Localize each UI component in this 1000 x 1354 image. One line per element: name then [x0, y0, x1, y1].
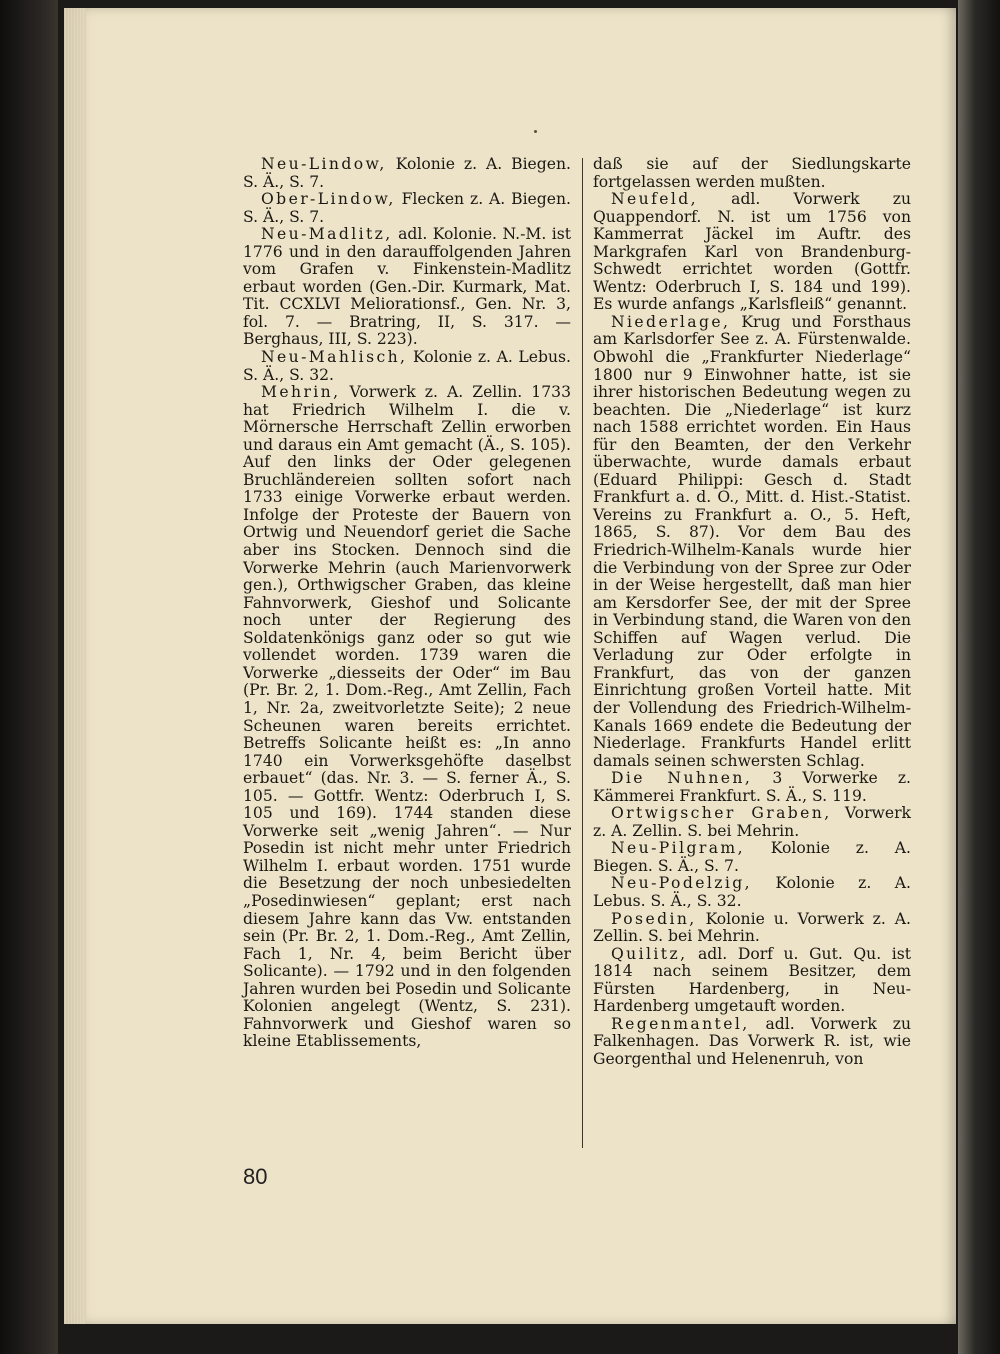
entry-headword: Mehrin,	[261, 383, 341, 402]
entry-paragraph	[593, 875, 911, 910]
entry-paragraph	[243, 384, 571, 1051]
entry-headword: Quilitz,	[611, 944, 688, 963]
entry-headword: Die Nuhnen,	[611, 769, 753, 788]
entry-paragraph	[593, 911, 911, 946]
entry-paragraph	[593, 314, 911, 770]
book-cover-right	[958, 0, 1000, 1354]
entry-headword: Neu-Pilgram,	[611, 839, 745, 858]
entry-text: 3 Vorwerke z. Kämmerei Frankfurt. S. Ä., S. 119.	[593, 769, 912, 805]
page-number: 80	[243, 1164, 268, 1189]
entry-text: adl. Dorf u. Gut. Qu. ist 1814 nach seinem Besitzer, dem Fürsten Hardenberg, in Neu-Hardenberg umgetauft worden.	[593, 944, 911, 1016]
entry-headword: Niederlage,	[611, 312, 731, 331]
entry-paragraph	[593, 1016, 911, 1069]
page-stack-edge	[64, 8, 86, 1324]
entry-text: adl. Vorwerk zu Falkenhagen. Das Vorwerk R. ist, wie Georgenthal und Helenenruh, von	[593, 1014, 911, 1068]
entry-paragraph	[243, 156, 571, 191]
entry-text: adl. Vorwerk zu Quappendorf. N. ist um 1756 von Kammerrat Jäckel im Auftr. des Markgrafen Karl von Brandenburg-Schwedt errichtet worden (Gottfr. Wentz: Oderbruch I, S. 184 und 199). Es wurde anfangs „Karlsfleiß“ genannt.	[593, 190, 911, 314]
entry-paragraph	[593, 191, 911, 314]
entry-paragraph	[593, 946, 911, 1016]
entry-paragraph	[243, 191, 571, 226]
entry-headword: Neu-Lindow,	[261, 155, 387, 173]
page-speck	[534, 130, 537, 133]
entry-headword: Neu-Madlitz,	[261, 225, 393, 244]
column-divider	[582, 158, 583, 1148]
entry-paragraph	[243, 226, 571, 349]
entry-text: Kolonie z. A. Biegen. S. Ä., S. 7.	[593, 839, 911, 875]
entry-text: Kolonie z. A. Lebus. S. Ä., S. 32.	[593, 874, 911, 910]
entry-headword: Ober-Lindow,	[261, 190, 396, 209]
entry-paragraph	[593, 840, 911, 875]
book-cover-left	[0, 0, 58, 1354]
entry-text: Kolonie z. A. Biegen. S. Ä., S. 7.	[243, 155, 571, 191]
entry-text: Vorwerk z. A. Zellin. 1733 hat Friedrich Wilhelm I. die v. Mörnersche Herrschaft Zellin erworben und daraus ein Amt gemacht (Ä., S. 105). Auf den links der Oder gelegenen Bruchländereien sollten sofort nach 1733 einige Vorwerke erbaut werden. Infolge der Proteste der Bauern von Ortwig und Neuendorf geriet die Sache aber ins Stocken. Dennoch sind die Vorwerke Mehrin (auch Marienvorwerk gen.), Orthwigscher Graben, das kleine Fahnvorwerk, Gieshof und Solicante noch unter der Regierung des Soldatenkönigs ganz oder so gut wie vollendet worden. 1739 waren die Vorwerke „diesseits der Oder“ im Bau (Pr. Br. 2, 1. Dom.-Reg., Amt Zellin, Fach 1, Nr. 2a, zweitvorletzte Seite); 2 neue Scheunen waren bereits errichtet. Betreffs Solicante heißt es: „In anno 1740 ein Vorwerksgehöfte daselbst erbauet“ (das. Nr. 3. — S. ferner Ä., S. 105. — Gottfr. Wentz: Oderbruch I, S. 105 und 169). 1744 standen diese Vorwerke seit „wenig Jahren“. — Nur Posedin ist nicht mehr unter Friedrich Wilhelm I. erbaut worden. 1751 wurde die Besetzung der noch unbesiedelten „Posedinwiesen“ geplant; erst nach diesem Jahre kann das Vw. entstanden sein (Pr. Br. 2, 1. Dom.-Reg., Amt Zellin, Fach 1, Nr. 4, beim Bericht über Solicante). — 1792 und in den folgenden Jahren wurden bei Posedin und Solicante Kolonien angelegt (Wentz, S. 231). Fahnvorwerk und Gieshof waren so kleine Etablissements,	[243, 383, 571, 1051]
entry-paragraph	[593, 156, 911, 191]
entry-headword: Neu-Podelzig,	[611, 874, 752, 893]
entry-headword: Ortwigscher Graben,	[611, 804, 832, 823]
entry-text: Kolonie z. A. Lebus. S. Ä., S. 32.	[243, 348, 571, 384]
entry-text: Krug und Forsthaus am Karlsdorfer See z. A. Fürstenwalde. Obwohl die „Frankfurter Niederlage“ 1800 nur 9 Einwohner hatte, ist sie ihrer historischen Bedeutung wegen zu beachten. Die „Niederlage“ ist kurz nach 1588 errichtet worden. Ein Haus für den Beamten, der den Verkehr überwachte, wurde damals erbaut (Eduard Philippi: Gesch d. Stadt Frankfurt a. d. O., Mitt. d. Hist.-Statist. Vereins zu Frankfurt a. O., 5. Heft, 1865, S. 87). Vor dem Bau des Friedrich-Wilhelm-Kanals wurde hier die Verbindung von der Spree zur Oder in der Weise hergestellt, daß man hier am Kersdorfer See, der mit der Spree in Verbindung stand, die Waren von den Schiffen auf Wagen verlud. Die Verladung zur Oder erfolgte in Frankfurt, das von der ganzen Einrichtung großen Vorteil hatte. Mit der Vollendung des Friedrich-Wilhelm-Kanals 1669 endete die Bedeutung der Niederlage. Frankfurts Handel erlitt damals seinen schwersten Schlag.	[593, 312, 911, 770]
entry-paragraph	[243, 349, 571, 384]
left-text-column	[243, 156, 571, 1051]
entry-text: adl. Kolonie. N.-M. ist 1776 und in den darauffolgenden Jahren vom Grafen v. Finkenstein-Madlitz erbaut worden (Gen.-Dir. Kurmark, Mat. Tit. CCXLVI Meliorationsf., Gen. Nr. 3, fol. 7. — Bratring, II, S. 317. — Berghaus, III, S. 223).	[243, 225, 571, 349]
entry-text: Flecken z. A. Biegen. S. Ä., S. 7.	[243, 190, 571, 226]
entry-headword: Neu-Mahlisch,	[261, 348, 408, 367]
right-text-column	[593, 156, 911, 1068]
entry-headword: Neufeld,	[611, 190, 699, 209]
entry-text: daß sie auf der Siedlungskarte fortgelassen werden mußten.	[593, 155, 911, 191]
entry-text: Vorwerk z. A. Zellin. S. bei Mehrin.	[593, 804, 911, 840]
entry-headword: Regenmantel,	[611, 1014, 750, 1033]
entry-headword: Posedin,	[611, 909, 697, 928]
entry-text: Kolonie u. Vorwerk z. A. Zellin. S. bei Mehrin.	[593, 909, 911, 946]
entry-paragraph	[593, 770, 911, 805]
entry-paragraph	[593, 805, 911, 840]
